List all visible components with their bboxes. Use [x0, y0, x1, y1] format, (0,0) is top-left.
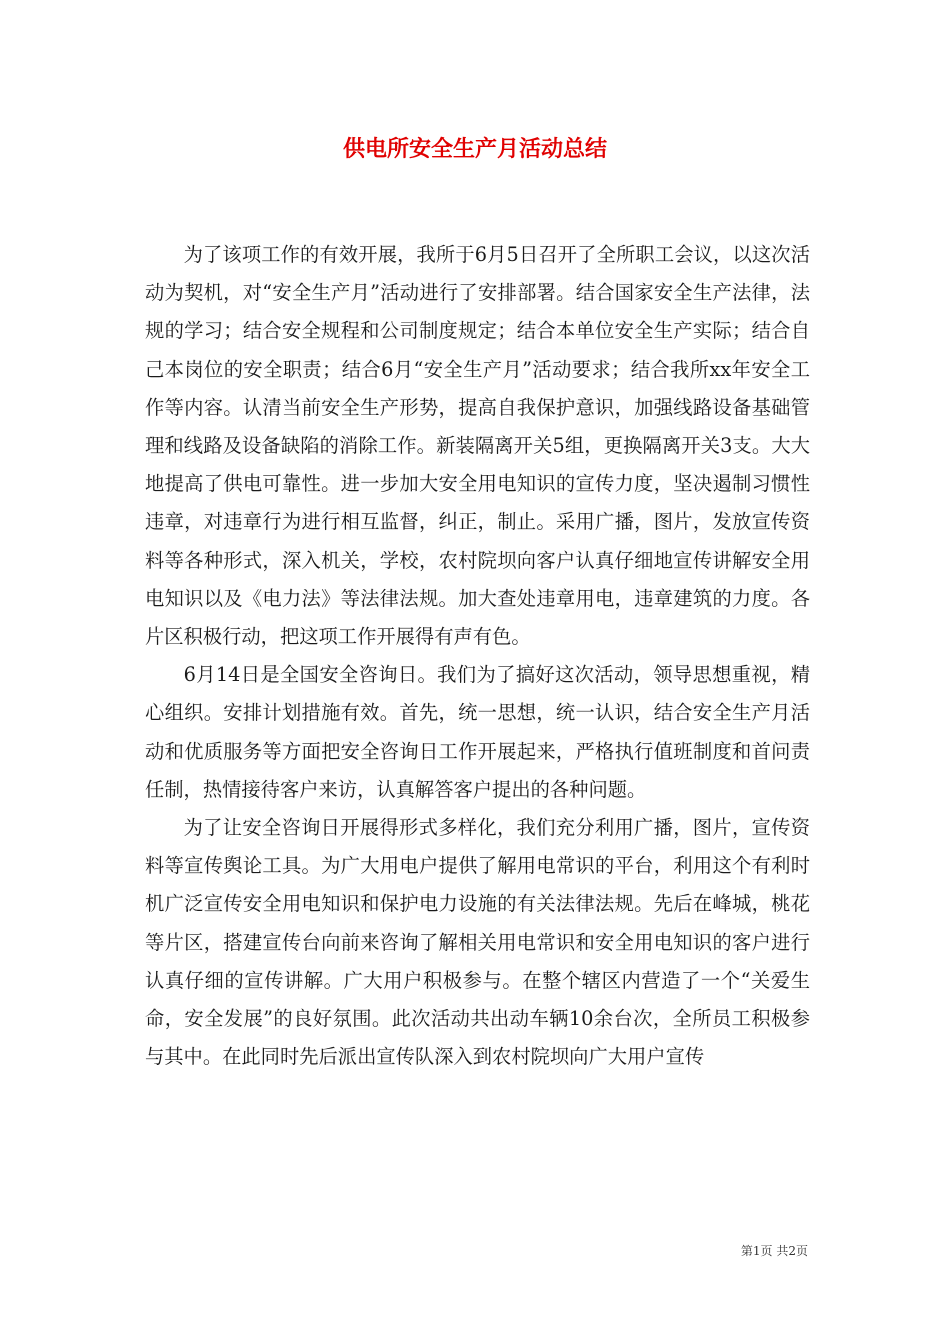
- document-title: 供电所安全生产月活动总结: [342, 136, 607, 162]
- paragraph-3: 为了让安全咨询日开展得形式多样化，我们充分利用广播，图片，宣传资料等宣传舆论工具。为广大用电户提供了解用电常识的平台，利用这个有利时机广泛宣传安全用电知识和保护电力设施的有关法律法规。先后在峰城，桃花等片区，搭建宣传台向前来咨询了解相关用电常识和安全用电知识的客户进行认真仔细的宣传讲解。广大用户积极参与。在整个辖区内营造了一个“关爱生命，安全发展”的良好氛围。此次活动共出动车辆10余台次，全所员工积极参与其中。在此同时先后派出宣传队深入到农村院坝向广大用户宣传: [145, 816, 810, 1069]
- document-body: [145, 236, 810, 1076]
- page-number: 第1页 共2页: [740, 1244, 808, 1258]
- paragraph-2: 6月14日是全国安全咨询日。我们为了搞好这次活动，领导思想重视，精心组织。安排计划措施有效。首先，统一思想，统一认识，结合安全生产月活动和优质服务等方面把安全咨询日工作开展起来，严格执行值班制度和首问责任制，热情接待客户来访，认真解答客户提出的各种问题。: [145, 663, 810, 801]
- paragraph-1: 为了该项工作的有效开展，我所于6月5日召开了全所职工会议，以这次活动为契机，对“安全生产月”活动进行了安排部署。结合国家安全生产法律，法规的学习；结合安全规程和公司制度规定；结合本单位安全生产实际；结合自己本岗位的安全职责；结合6月“安全生产月”活动要求；结合我所xx年安全工作等内容。认清当前安全生产形势，提高自我保护意识，加强线路设备基础管理和线路及设备缺陷的消除工作。新装隔离开关5组，更换隔离开关3支。大大地提高了供电可靠性。进一步加大安全用电知识的宣传力度，坚决遏制习惯性违章，对违章行为进行相互监督，纠正，制止。采用广播，图片，发放宣传资料等各种形式，深入机关，学校，农村院坝向客户认真仔细地宣传讲解安全用电知识以及《电力法》等法律法规。加大查处违章用电，违章建筑的力度。各片区积极行动，把这项工作开展得有声有色。: [145, 243, 810, 649]
